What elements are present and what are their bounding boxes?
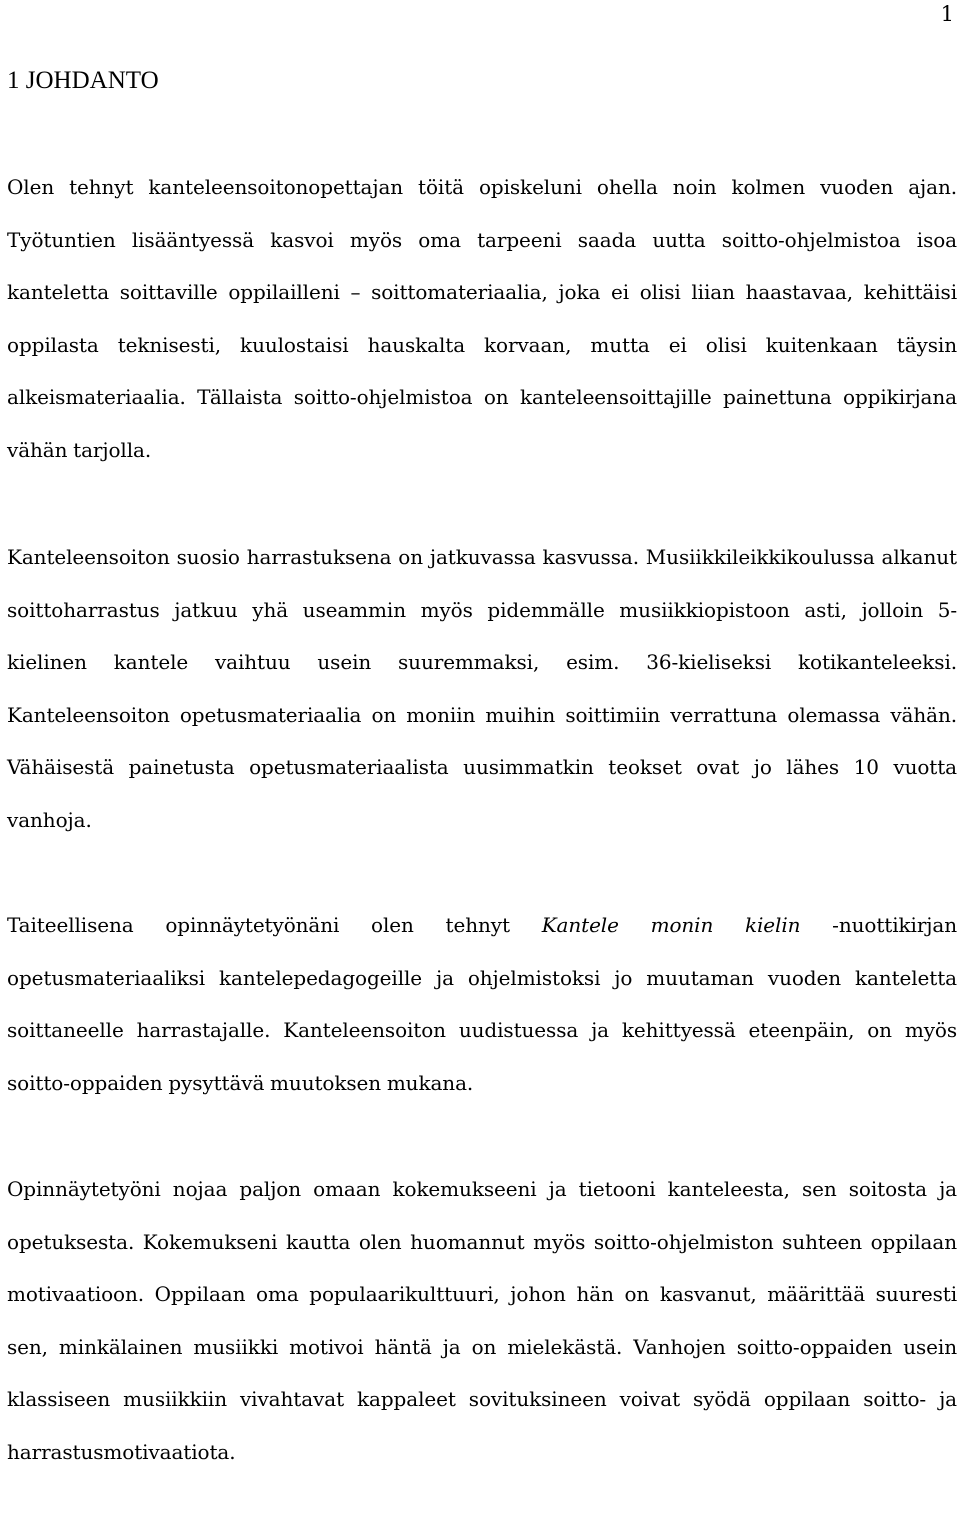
paragraph-popularity: Kanteleensoiton suosio harrastuksena on jatkuvassa kasvussa. Musiikkileikkikoulussa alkanut soittoharrastus jatkuu yhä useammin myös pidemmälle musiikkiopistoon asti, jolloin 5-kielinen kantele vaihtuu usein suuremmaksi, esim. 36-kieliseksi kotikanteleeksi. Kanteleensoiton opetusmateriaalia on moniin muihin soittimiin verrattuna olemassa vähän. Vähäisestä painetusta opetusmateriaalista uusimmatkin teokset ovat jo lähes 10 vuotta vanhoja. xyxy=(7,545,957,832)
paragraph-thesis-text-before: Taiteellisena opinnäytetyönäni olen tehnyt xyxy=(7,913,542,937)
book-title: Kantele monin kielin xyxy=(541,913,801,937)
paragraph-thesis-text-after: -nuottikirjan opetusmateriaaliksi kantelepedagogeille ja ohjelmistoksi jo muutaman vuoden kanteletta soittaneelle harrastajalle. Kanteleensoiton uudistuessa ja kehittyessä eteenpäin, on myös soitto-oppaiden pysyttävä muutoksen mukana. xyxy=(7,913,957,1095)
paragraph-intro: Olen tehnyt kanteleensoitonopettajan töitä opiskeluni ohella noin kolmen vuoden ajan. Työtuntien lisääntyessä kasvoi myös oma tarpeeni saada uutta soitto-ohjelmistoa isoa kanteletta soittaville oppilailleni – soittomateriaalia, joka ei olisi liian haastavaa, kehittäisi oppilasta teknisesti, kuulostaisi hauskalta korvaan, mutta ei olisi kuitenkaan täysin alkeismateriaalia. Tällaista soitto-ohjelmistoa on kanteleensoittajille painettuna oppikirjana vähän tarjolla. xyxy=(7,175,957,462)
paragraph-experience: Opinnäytetyöni nojaa paljon omaan kokemukseeni ja tietooni kanteleesta, sen soitosta ja opetuksesta. Kokemukseni kautta olen huomannut myös soitto-ohjelmiston suhteen oppilaan motivaatioon. Oppilaan oma populaarikulttuuri, johon hän on kasvanut, määrittää suuresti sen, minkälainen musiikki motivoi häntä ja on mielekästä. Vanhojen soitto-oppaiden usein klassiseen musiikkiin vivahtavat kappaleet sovituksineen voivat syödä oppilaan soitto- ja harrastusmotivaatiota. xyxy=(7,1177,957,1464)
paragraph-thesis-work xyxy=(7,899,957,1109)
chapter-heading: 1 JOHDANTO xyxy=(7,67,159,94)
page-number: 1 xyxy=(940,2,954,26)
